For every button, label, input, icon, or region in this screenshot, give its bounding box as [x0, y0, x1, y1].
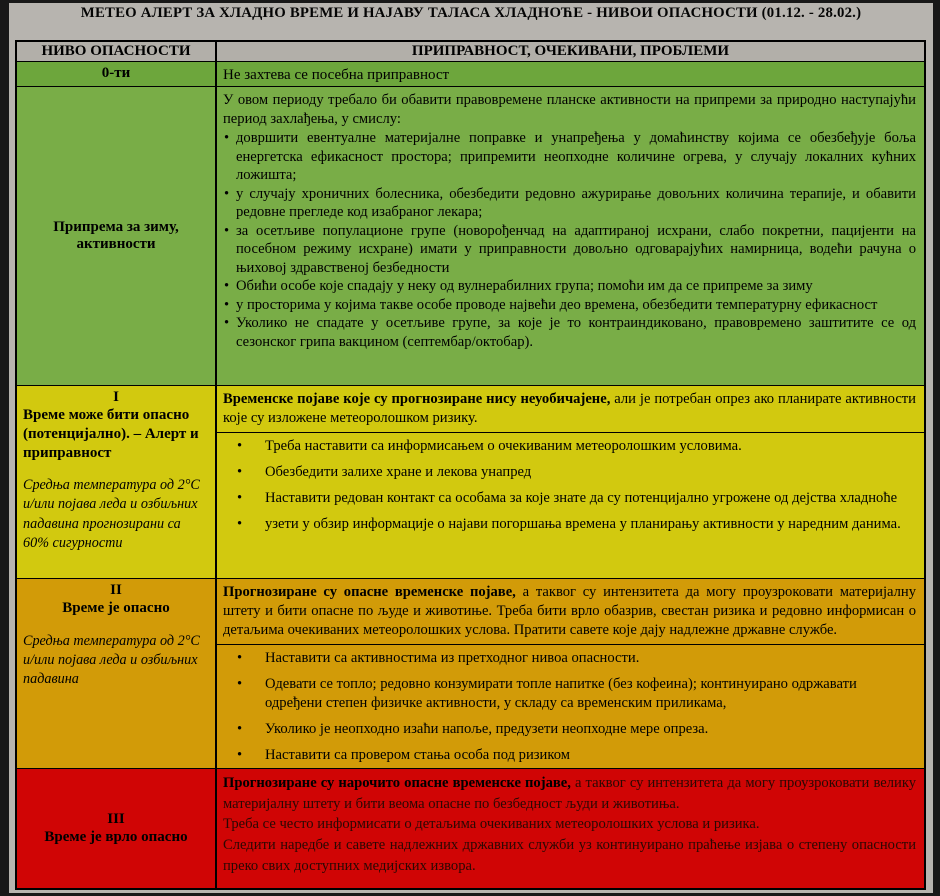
- preparation-intro: У овом периоду требало би обавити правовремене планске активности на припреми за природно наступајући период захлађења, у смислу:: [223, 92, 916, 127]
- bullet-item: • за осетљиве популационе групе (новорођенчад на адаптираној исхрани, слабо покретни, пацијенти на посебном режиму исхране) имати у приправности довољно одговарајућих намирница, водећи рачуна о њиховој здравственој безбедности: [223, 222, 916, 278]
- bullet-item: • Наставити са провером стања особа под ризиком: [223, 746, 916, 765]
- bullet-item: • Уколико не спадате у осетљиве групе, за које је то контраиндиковано, правовремено заштитите се од сезонског грипа вакцином (септембар/октобар).: [223, 314, 916, 351]
- level-2-bullet-list: [223, 649, 916, 765]
- level-3-line: Следити наредбе и савете надлежних државних служби уз континуирано праћење изјава о степену опасности преко свих доступних медијских извора.: [223, 837, 916, 874]
- level-3-line: Треба се често информисати о детаљима очекиваних метеоролошких услова и ризика.: [223, 816, 760, 833]
- preparation-label: Припрема за зиму, активности: [17, 87, 217, 385]
- row-level-1: [17, 385, 924, 578]
- row-level-2: [17, 578, 924, 768]
- level-1-cell: [17, 386, 217, 578]
- page-title: МЕТЕО АЛЕРТ ЗА ХЛАДНО ВРЕМЕ И НАЈАВУ ТАЛАСА ХЛАДНОЋЕ - НИВОИ ОПАСНОСТИ (01.12. - 28.02.): [80, 5, 862, 21]
- level-1-name: Време може бити опасно (потенцијално). – Алерт и приправност: [23, 407, 199, 461]
- level-3-intro-rest: а таквог су интензитета да могу проузроковати велику материјалну штету и бити веома опасне по безбедност људи и животиња.: [223, 775, 916, 812]
- level-1-info-cell: [217, 386, 924, 578]
- row-preparation: [17, 86, 924, 385]
- level-1-intro-rest: али је потребан опрез ако планирате активности које су изложене метеоролошком ризику.: [223, 391, 916, 426]
- level-3-intro: [223, 773, 916, 814]
- level-2-intro-bold: Прогнозиране су опасне временске појаве,: [223, 584, 516, 600]
- bullet-item: • Уколико је неопходно изаћи напоље, предузети неопходне мере опреза.: [223, 720, 916, 739]
- level-3-name: Време је врло опасно: [44, 828, 188, 845]
- level-2-temperature-note: Средња температура од 2°С и/или појава леда и озбиљних падавина: [23, 632, 200, 688]
- level-3-info-cell: [217, 769, 924, 888]
- bullet-item: • Наставити редован контакт са особама за које знате да су потенцијално угрожене од дејства хладноће: [223, 489, 916, 508]
- level-1-intro: [217, 388, 924, 433]
- level-2-name: Време је опасно: [62, 600, 170, 616]
- bullet-item: • у случају хроничних болесника, обезбедити редовно ажурирање довољних количина терапије, и обавити редовне прегледе код изабраног лекара;: [223, 185, 916, 222]
- bullet-item: • Обићи особе које спадају у неку од вулнерабилних група; помоћи им да се припреме за зиму: [223, 277, 916, 296]
- row-level-0: [17, 61, 924, 86]
- level-1-intro-bold: Временске појаве које су прогнозиране нису неуобичајене,: [223, 391, 611, 407]
- bullet-item: • Обезбедити залихе хране и лекова унапред: [223, 463, 916, 482]
- preparation-info-cell: [217, 87, 924, 385]
- bullet-item: • Треба наставити са информисањем о очекиваним метеоролошким условима.: [223, 437, 916, 456]
- level-3-intro-bold: Прогнозиране су нарочито опасне временске појаве,: [223, 775, 571, 791]
- preparation-bullet-list: [223, 129, 916, 351]
- level-2-roman: II: [110, 582, 122, 598]
- level-3-roman: III: [107, 810, 125, 827]
- bullet-item: • Наставити са активностима из претходног нивоа опасности.: [223, 649, 916, 668]
- bullet-item: • довршити евентуалне материјалне поправке и унапређења у домаћинству којима се обезбеђује боља енергетска ефикасност простора; припремити неопходне количине огрева, у случају локалних кућних ложишта;: [223, 129, 916, 185]
- level-2-info-cell: [217, 579, 924, 768]
- level-0-text: Не захтева се посебна приправност: [223, 67, 450, 83]
- level-1-temperature-note: Средња температура од 2°С и/или појава леда и озбиљних падавина прогнозирани са 60% сигурности: [23, 477, 200, 551]
- bullet-item: • у просторима у којима такве особе проводе највећи део времена, обезбедити температурну ефикасност: [223, 296, 916, 315]
- alert-table: [15, 40, 926, 890]
- bullet-item: • Одевати се топло; редовно конзумирати топле напитке (без кофеина); континуирано одржавати одређени степен физичке активности, у складу са временским приликама,: [223, 675, 916, 713]
- level-1-bullet-list: [223, 437, 916, 534]
- level-2-cell: [17, 579, 217, 768]
- row-level-3: [17, 768, 924, 888]
- header-row: [17, 42, 924, 61]
- page-panel: [9, 3, 933, 893]
- bullet-item: • узети у обзир информације о најави погоршања времена у планирању активности у наредним данима.: [223, 515, 916, 534]
- level-3-cell: [17, 769, 217, 888]
- level-0-label: 0-ти: [17, 62, 217, 86]
- level-1-roman: I: [113, 389, 119, 405]
- level-2-intro: [217, 581, 924, 645]
- header-info-cell: ПРИПРАВНОСТ, ОЧЕКИВАНИ, ПРОБЛЕМИ: [411, 43, 730, 59]
- level-2-intro-rest: а таквог су интензитета да могу проузроковати материјалну штету и бити опасне по људе и животиње. Треба бити врло обазрив, свестан ризика и редовно информисан о детаљима очекиваних метеоролошких услова. Пратити савете које дају надлежне државне службе.: [223, 584, 916, 638]
- header-level-cell: НИВО ОПАСНОСТИ: [17, 42, 217, 61]
